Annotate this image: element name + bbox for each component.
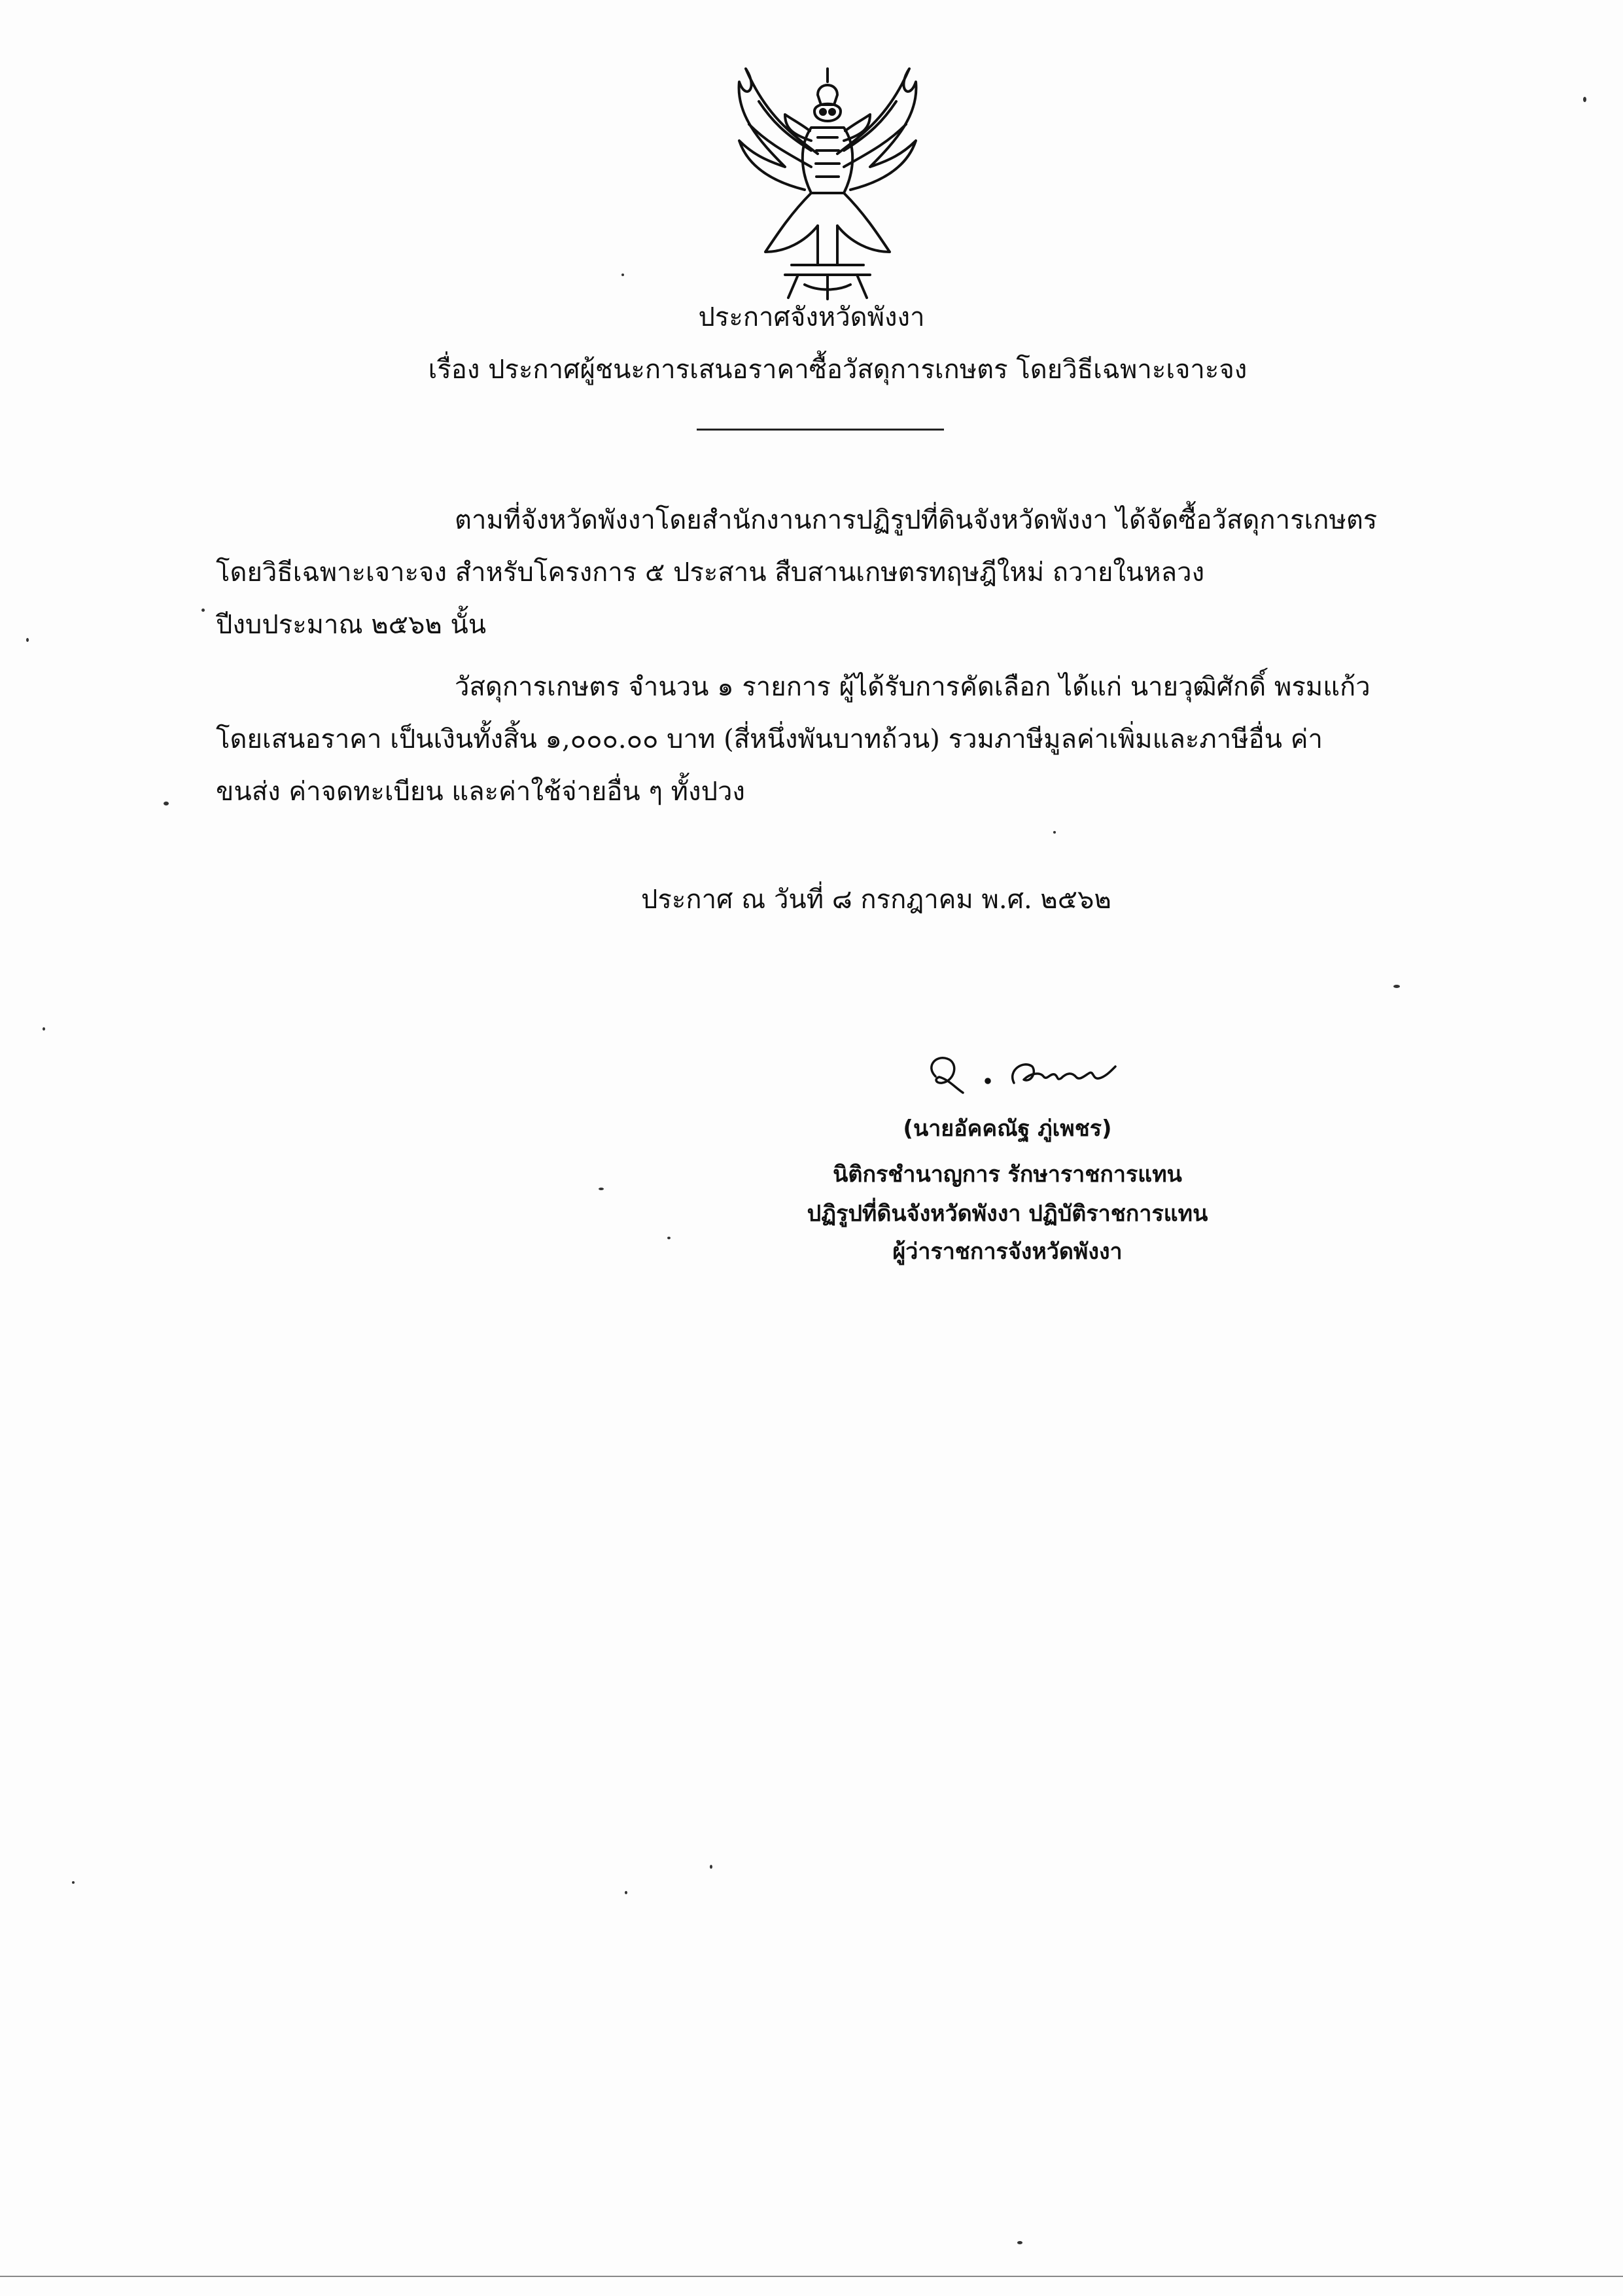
scan-speck [43, 1027, 45, 1031]
scan-bottom-edge [0, 2276, 1623, 2277]
scan-speck [621, 274, 624, 276]
paragraph-line: โดยเสนอราคา เป็นเงินทั้งสิ้น ๑,๐๐๐.๐๐ บาท (สี่หนึ่งพันบาทถ้วน) รวมภาษีมูลค่าเพิ่มและภาษีอื่น ค่า [216, 724, 1323, 754]
signer-position-1: นิติกรชำนาญการ รักษาราชการแทน [833, 1161, 1182, 1188]
signer-position-3: ผู้ว่าราชการจังหวัดพังงา [892, 1239, 1123, 1265]
document-title: ประกาศจังหวัดพังงา [698, 302, 925, 332]
paragraph-line: โดยวิธีเฉพาะเจาะจง สำหรับโครงการ ๕ ประสาน สืบสานเกษตรทฤษฎีใหม่ ถวายในหลวง [216, 557, 1205, 588]
signer-position-2: ปฏิรูปที่ดินจังหวัดพังงา ปฏิบัติราชการแทน [807, 1201, 1208, 1227]
paragraph-line: ตามที่จังหวัดพังงาโดยสำนักงานการปฏิรูปที่ดินจังหวัดพังงา ได้จัดซื้อวัสดุการเกษตร [455, 505, 1378, 535]
body-paragraph-1 [216, 494, 1410, 651]
scan-speck [710, 1865, 712, 1869]
scan-speck [72, 1881, 75, 1884]
body-paragraph-2 [216, 661, 1410, 818]
scan-speck [599, 1188, 604, 1190]
scan-speck [1053, 831, 1056, 834]
scan-speck [667, 1237, 671, 1239]
title-divider [697, 429, 944, 431]
scan-speck [26, 638, 29, 642]
scan-speck [1583, 97, 1586, 102]
paragraph-line: ปีงบประมาณ ๒๕๖๒ นั้น [216, 610, 487, 640]
announcement-date: ประกาศ ณ วันที่ ๘ กรกฎาคม พ.ศ. ๒๕๖๒ [641, 885, 1111, 915]
handwritten-signature [916, 1047, 1125, 1106]
garuda-emblem-icon [720, 56, 935, 304]
scan-speck [164, 802, 169, 805]
scan-speck [1017, 2241, 1022, 2244]
document-subject: เรื่อง ประกาศผู้ชนะการเสนอราคาซื้อวัสดุการเกษตร โดยวิธีเฉพาะเจาะจง [428, 355, 1248, 385]
scan-speck [625, 1891, 627, 1894]
paragraph-line: วัสดุการเกษตร จำนวน ๑ รายการ ผู้ได้รับการคัดเลือก ได้แก่ นายวุฒิศักดิ์ พรมแก้ว [455, 672, 1370, 702]
signer-name: (นายอัคคณัฐ ภู่เพชร) [903, 1116, 1112, 1142]
scan-speck [201, 609, 205, 612]
scan-speck [1393, 985, 1400, 988]
paragraph-line: ขนส่ง ค่าจดทะเบียน และค่าใช้จ่ายอื่น ๆ ทั้งปวง [216, 777, 745, 807]
